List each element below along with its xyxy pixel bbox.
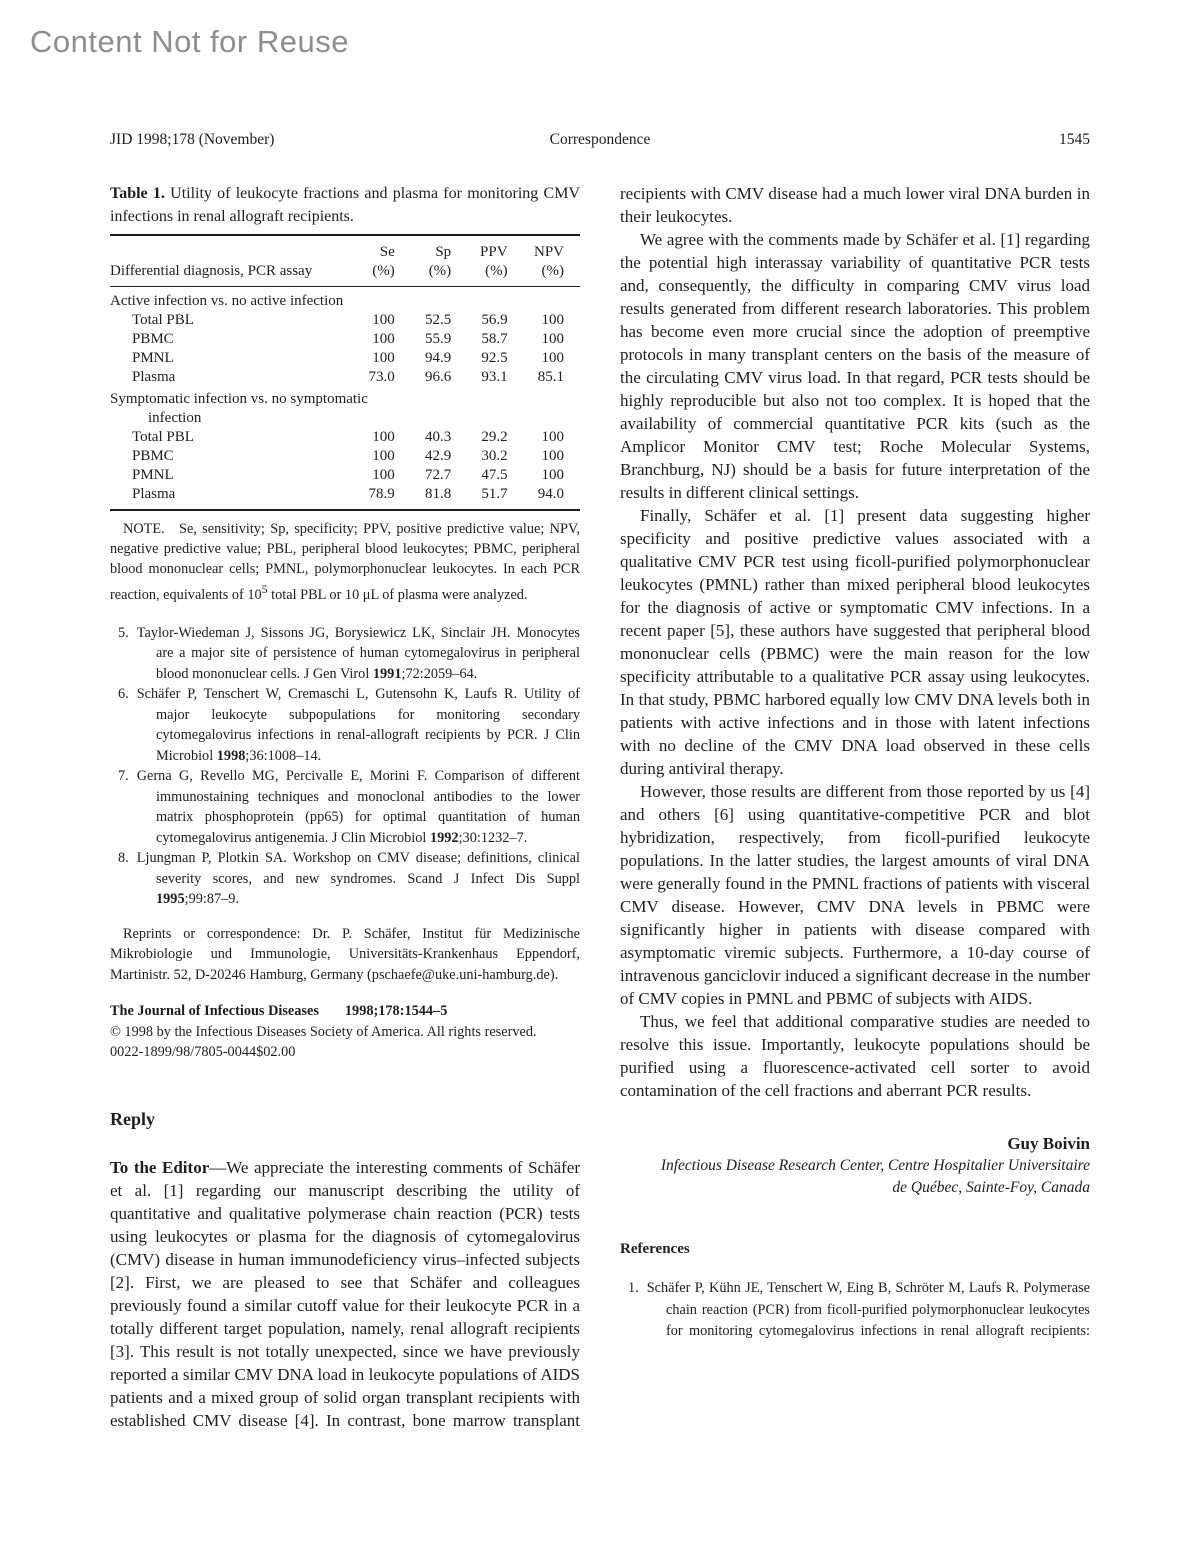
table-caption-number: Table 1. — [110, 185, 165, 202]
column-header-sp: Sp (%) — [411, 235, 467, 287]
running-header-page-number: 1545 — [1058, 131, 1090, 148]
section-title: Active infection vs. no active infection — [110, 293, 344, 309]
table-row: PBMC 100 42.9 30.2 100 — [132, 448, 564, 464]
table-section-row — [110, 387, 580, 428]
signature-affiliation: Infectious Disease Research Center, Centre Hospitalier Universitaire de Québec, Sainte-Foy, Canada — [660, 1157, 1090, 1196]
body-paragraph: We agree with the comments made by Schäfer et al. [1] regarding the potential high interassay variability of quantitative PCR tests and, consequently, the difficulty in comparing CMV virus load results generated from different research laboratories. This problem has become even more crucial since the adoption of preemptive protocols in many transplant centers on the basis of the measure of the circulating CMV virus load. In that regard, PCR tests should be highly reproducible but also not too complex. It is hoped that the availability of commercial quantitative PCR kits (such as the Amplicor Monitor CMV test; Roche Molecular Systems, Branchburg, NJ) should be a basis for future interpretation of the results in different clinical settings. — [620, 230, 1090, 502]
section-title: Symptomatic infection vs. no symptomatic infection — [110, 391, 368, 426]
signature-name: Guy Boivin — [1007, 1134, 1090, 1153]
table-section-row — [110, 287, 580, 312]
copyright-line: © 1998 by the Infectious Diseases Society of America. All rights reserved. — [110, 1023, 537, 1040]
left-column — [110, 182, 580, 1432]
journal-citation — [110, 1001, 580, 1063]
body-paragraph: However, those results are different from those reported by us [4] and others [6] using quantitative-competitive PCR and blot hybridization, respectively, from ficoll-purified leukocyte populations. In the latter studies, the largest amounts of viral DNA were generally found in the PMNL fractions of patients with visceral CMV disease. However, CMV DNA levels in PBMC were significantly higher in patients with disease compared with asymptomatic viremic subjects. Furthermore, a 10-day course of intravenous ganciclovir induced a significant decrease in the number of CMV copies in PMNL and PBMC of subjects with AIDS. — [620, 782, 1090, 1008]
reference-item: 6. Schäfer P, Tenschert W, Cremaschi L, Gutensohn K, Laufs R. Utility of major leukocyte subpopulations for monitoring secondary cytomegalovirus infections in renal-allograft recipients by PCR. J Clin Microbiol 1998;36:1008–14. — [118, 686, 580, 764]
reference-item: 1. Schäfer P, Kühn JE, Tenschert W, Eing B, Schröter M, Laufs R. Polymerase chain reaction (PCR) from ficoll-purified polymorphonuclear leukocytes for monitoring cytomegalovirus infections in renal allograft recipients: — [628, 1280, 1090, 1339]
reference-item: 8. Ljungman P, Plotkin SA. Workshop on CMV disease; definitions, clinical severity scores, and new syndromes. Scand J Infect Dis Suppl 1995;99:87–9. — [118, 850, 580, 908]
running-header-journal: JID 1998;178 (November) — [110, 131, 275, 148]
column-header-ppv: PPV (%) — [467, 235, 523, 287]
table-row: PMNL 100 94.9 92.5 100 — [132, 350, 564, 366]
running-header — [110, 131, 1090, 149]
reference-list-right — [620, 1278, 1090, 1343]
reprints-note: Reprints or correspondence: Dr. P. Schäfer, Institut für Medizinische Mikrobiologie und Immunologie, Universitäts-Krankenhaus Eppendorf, Martinistr. 52, D-20246 Hamburg, Germany (pschaefe@uke.uni-hamburg.de). — [110, 925, 580, 983]
table-caption — [110, 182, 580, 228]
table-row: Plasma 78.9 81.8 51.7 94.0 — [132, 486, 564, 502]
journal-citation-line — [110, 1001, 580, 1022]
table-row: PMNL 100 72.7 47.5 100 — [132, 467, 564, 483]
reference-list-left — [110, 623, 580, 910]
table-row: Plasma 73.0 96.6 93.1 85.1 — [132, 369, 564, 385]
table-row: PBMC 100 55.9 58.7 100 — [132, 331, 564, 347]
column-header-diagnosis: Differential diagnosis, PCR assay — [110, 235, 354, 287]
reply-paragraph-text: —We appreciate the interesting comments of Schäfer et al. [1] regarding our manuscript describing the utility of quantitative and qualitative polymerase chain reaction (PCR) tests using leukocytes or plasma for the diagnosis of cytomegalovirus (CMV) disease in human immunodeficiency virus–infected subjects [2]. First, we are pleased to see that Schäfer and colleagues previously found a similar cutoff value for their leukocyte PCR in a totally different target population, namely, renal allograft recipients [3]. This result is not totally unexpected, since we have previously reported a similar CMV DNA load in leukocyte populations of AIDS patients and a mixed group of solid organ transplant recipients with established CMV disease [4]. In contrast, bone marrow transplant — [110, 1157, 580, 1430]
column-header-se: Se (%) — [354, 235, 410, 287]
issn-code-line: 0022-1899/98/7805-0044$02.00 — [110, 1044, 296, 1061]
data-table — [110, 234, 580, 511]
reference-item: 5. Taylor-Wiedeman J, Sissons JG, Borysiewicz LK, Sinclair JH. Monocytes are a major site of persistence of human cytomegalovirus in peripheral blood mononuclear cells. J Gen Virol 1991;72:2059–64. — [118, 624, 580, 682]
table-caption-text: Utility of leukocyte fractions and plasma for monitoring CMV infections in renal allograft recipients. — [110, 185, 580, 225]
running-header-section: Correspondence — [549, 131, 651, 148]
reply-heading: Reply — [110, 1108, 155, 1129]
table-row: Total PBL 100 40.3 29.2 100 — [132, 429, 564, 445]
journal-title: The Journal of Infectious Diseases — [110, 1003, 319, 1020]
watermark-text: Content Not for Reuse — [30, 24, 349, 59]
journal-cite: 1998;178:1544–5 — [344, 1003, 448, 1020]
table-header-row — [110, 235, 580, 287]
body-paragraph: Thus, we feel that additional comparative studies are needed to resolve this issue. Importantly, leukocyte populations should be purified using a fluorescence-activated cell sorter to avoid contamination of the cell fractions and aberrant PCR results. — [620, 1012, 1090, 1100]
references-heading: References — [620, 1241, 690, 1257]
table-row: Total PBL 100 52.5 56.9 100 — [132, 312, 564, 328]
reply-paragraph — [110, 1156, 580, 1432]
body-paragraph: recipients with CMV disease had a much lower viral DNA burden in their leukocytes. — [620, 184, 1090, 226]
two-column-layout — [110, 182, 1090, 1432]
reference-item: 7. Gerna G, Revello MG, Percivalle E, Morini F. Comparison of different immunostaining techniques and monoclonal antibodies to the lower matrix phosphoprotein (pp65) for optimal quantitation of human cytomegalovirus antigenemia. J Clin Microbiol 1992;30:1232–7. — [118, 768, 580, 846]
table-note: NOTE. Se, sensitivity; Sp, specificity; PPV, positive predictive value; NPV, negative predictive value; PBL, peripheral blood leukocytes; PBMC, peripheral blood mononuclear cells; PMNL, polymorphonuclear leukocytes. In each PCR reaction, equivalents of $10^5$ total PBL or 10 μL of plasma were analyzed. — [110, 521, 580, 603]
right-column — [620, 182, 1090, 1432]
signature-block — [620, 1132, 1090, 1199]
column-header-npv: NPV (%) — [524, 235, 580, 287]
superscript: 5 — [261, 582, 268, 596]
body-paragraph: Finally, Schäfer et al. [1] present data suggesting higher specificity and positive predictive values associated with a qualitative CMV PCR test using ficoll-purified polymorphonuclear leukocytes (PMNL) rather than mixed peripheral blood leukocytes for the diagnosis of active or symptomatic CMV infections. In a recent paper [5], these authors have suggested that peripheral blood mononuclear cells (PBMC) were the main reason for the low specificity attributable to a qualitative PCR assay using leukocytes. In that study, PBMC harbored equally low CMV DNA levels both in patients with active infections and in those with latent infections with no decline of the CMV DNA load observed in these cells during antiviral therapy. — [620, 506, 1090, 778]
to-the-editor-lead: To the Editor — [110, 1157, 210, 1177]
